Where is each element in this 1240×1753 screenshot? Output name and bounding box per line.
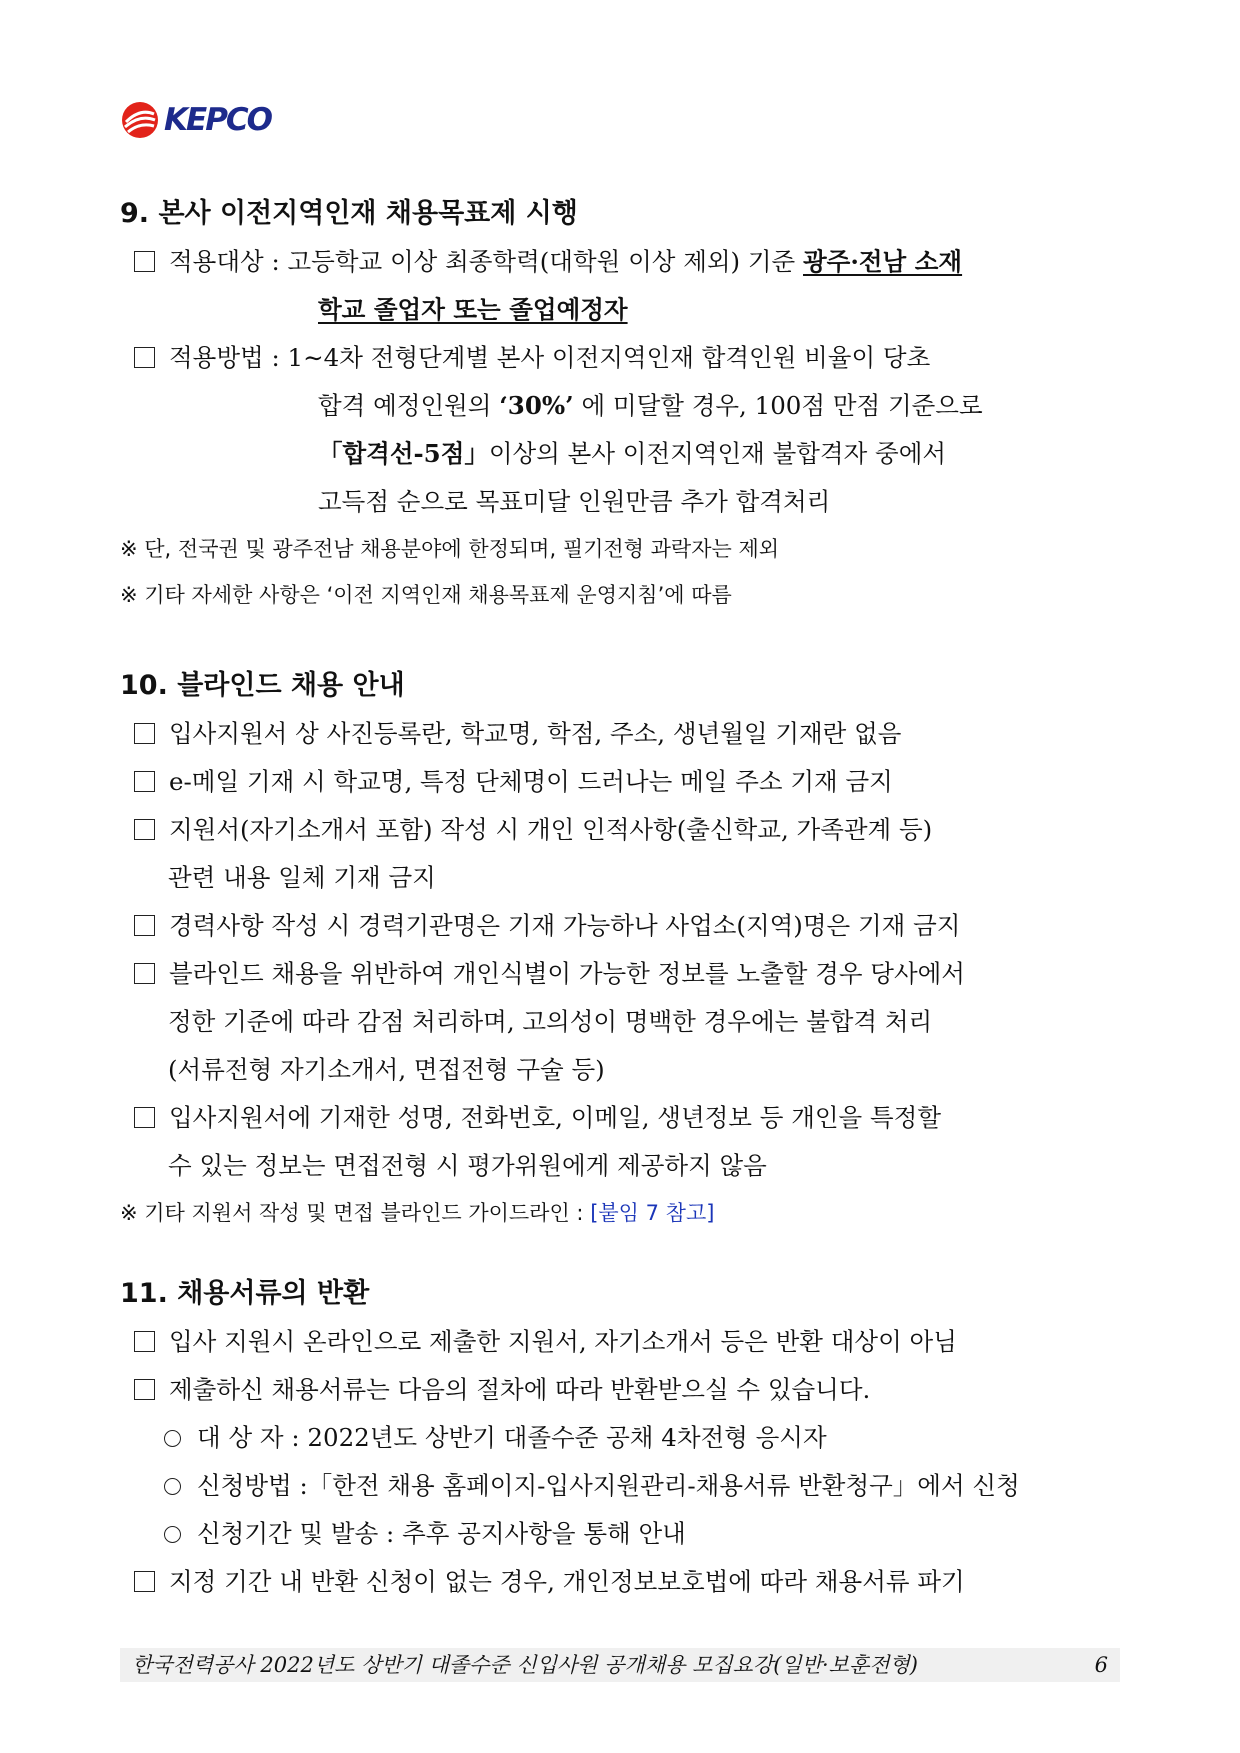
circle-bullet-icon	[164, 1478, 181, 1495]
circle-bullet-icon	[164, 1430, 181, 1447]
note: ※ 기타 자세한 사항은 ‘이전 지역인재 채용목표제 운영지침’에 따름	[120, 583, 732, 607]
list-item: 적용대상 : 고등학교 이상 최종학력(대학원 이상 제외) 기준 광주·전남 소재	[120, 238, 1130, 286]
list-item: 적용방법 : 1∼4차 전형단계별 본사 이전지역인재 합격인원 비율이 당초	[120, 334, 1130, 382]
list-item: 블라인드 채용을 위반하여 개인식별이 가능한 정보를 노출할 경우 당사에서	[120, 950, 1130, 998]
list-item-continuation: 수 있는 정보는 면접전형 시 평가위원에게 제공하지 않음	[168, 1151, 767, 1180]
list-item: 입사지원서에 기재한 성명, 전화번호, 이메일, 생년정보 등 개인을 특정할	[120, 1094, 1130, 1142]
page-number: 6	[1094, 1653, 1108, 1677]
kepco-logo	[120, 98, 280, 142]
checkbox-bullet-icon	[134, 1379, 155, 1400]
list-item-continuation: 고득점 순으로 목표미달 인원만큼 추가 합격처리	[318, 487, 831, 516]
emphasis-text: 학교 졸업자 또는 졸업예정자	[318, 295, 628, 324]
checkbox-bullet-icon	[134, 963, 155, 984]
list-item: 입사 지원시 온라인으로 제출한 지원서, 자기소개서 등은 반환 대상이 아님	[120, 1318, 1130, 1366]
checkbox-bullet-icon	[134, 771, 155, 792]
checkbox-bullet-icon	[134, 1107, 155, 1128]
list-item: 지원서(자기소개서 포함) 작성 시 개인 인적사항(출신학교, 가족관계 등)	[120, 806, 1130, 854]
attachment-reference: [붙임 7 참고]	[590, 1201, 715, 1225]
list-item-continuation: 「합격선-5점」이상의 본사 이전지역인재 불합격자 중에서	[318, 439, 947, 468]
sub-list-item: 신청방법 :「한전 채용 홈페이지-입사지원관리-채용서류 반환청구」에서 신청	[120, 1462, 1130, 1510]
emphasis-text: 광주·전남 소재	[803, 247, 963, 276]
list-item-continuation	[120, 286, 1130, 334]
checkbox-bullet-icon	[134, 251, 155, 272]
checkbox-bullet-icon	[134, 915, 155, 936]
circle-bullet-icon	[164, 1526, 181, 1543]
list-item-continuation: 관련 내용 일체 기재 금지	[168, 863, 436, 892]
checkbox-bullet-icon	[134, 723, 155, 744]
sub-list-item: 대 상 자 : 2022년도 상반기 대졸수준 공채 4차전형 응시자	[120, 1414, 1130, 1462]
checkbox-bullet-icon	[134, 1331, 155, 1352]
list-item: 제출하신 채용서류는 다음의 절차에 따라 반환받으실 수 있습니다.	[120, 1366, 1130, 1414]
list-item: 입사지원서 상 사진등록란, 학교명, 학점, 주소, 생년월일 기재란 없음	[120, 710, 1130, 758]
logo-text: KEPCO	[164, 102, 272, 138]
section-title-10: 10. 블라인드 채용 안내	[120, 670, 405, 701]
checkbox-bullet-icon	[134, 819, 155, 840]
checkbox-bullet-icon	[134, 1571, 155, 1592]
section-title-9: 9. 본사 이전지역인재 채용목표제 시행	[120, 198, 578, 229]
kepco-swirl-icon	[120, 100, 160, 140]
section-title-11: 11. 채용서류의 반환	[120, 1278, 370, 1309]
page-footer	[120, 1648, 1120, 1682]
list-item: e-메일 기재 시 학교명, 특정 단체명이 드러나는 메일 주소 기재 금지	[120, 758, 1130, 806]
footer-text: 한국전력공사 2022년도 상반기 대졸수준 신입사원 공개채용 모집요강(일반·보훈전형)	[132, 1653, 918, 1677]
note: ※ 단, 전국권 및 광주전남 채용분야에 한정되며, 필기전형 과락자는 제외	[120, 537, 780, 561]
checkbox-bullet-icon	[134, 347, 155, 368]
list-item: 경력사항 작성 시 경력기관명은 기재 가능하나 사업소(지역)명은 기재 금지	[120, 902, 1130, 950]
list-item: 지정 기간 내 반환 신청이 없는 경우, 개인정보보호법에 따라 채용서류 파기	[120, 1558, 1130, 1606]
sub-list-item: 신청기간 및 발송 : 추후 공지사항을 통해 안내	[120, 1510, 1130, 1558]
note: ※ 기타 지원서 작성 및 면접 블라인드 가이드라인 : [붙임 7 참고]	[120, 1201, 715, 1225]
list-item-continuation: 정한 기준에 따라 감점 처리하며, 고의성이 명백한 경우에는 불합격 처리	[168, 1007, 933, 1036]
list-item-continuation: (서류전형 자기소개서, 면접전형 구술 등)	[168, 1055, 605, 1084]
emphasis-text: 「합격선-5점」	[318, 439, 489, 468]
list-item-continuation: 합격 예정인원의 ‘30%’ 에 미달할 경우, 100점 만점 기준으로	[318, 391, 983, 420]
document-body	[120, 190, 1130, 1606]
emphasis-text: ‘30%’	[499, 391, 574, 420]
